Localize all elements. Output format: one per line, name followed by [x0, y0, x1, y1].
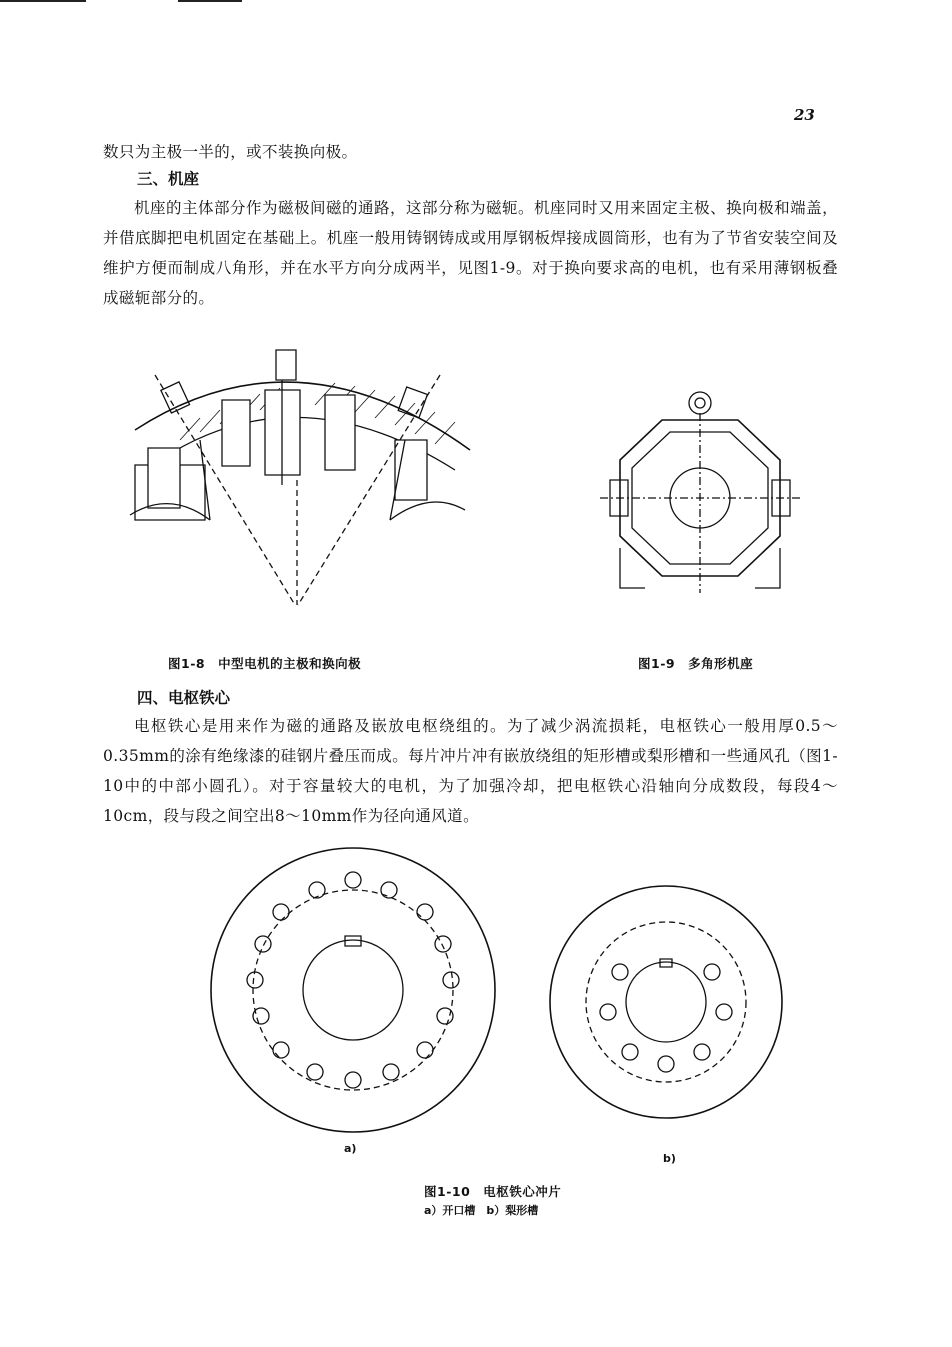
figure-1-9-caption: 图1-9 多角形机座	[638, 656, 754, 671]
page-number: 23	[794, 106, 815, 124]
figure-1-8-caption: 图1-8 中型电机的主极和换向极	[168, 656, 362, 671]
figure-1-10b-label: b)	[663, 1152, 676, 1165]
section-heading-frame: 三、机座	[137, 170, 200, 188]
figure-1-10b-pear-slot-lamination	[548, 884, 788, 1124]
section-heading-armature-core: 四、电枢铁心	[137, 689, 231, 707]
figure-1-10-caption: 图1-10 电枢铁心冲片	[424, 1184, 562, 1199]
figure-1-9-octagonal-frame-drawing	[600, 388, 800, 593]
paragraph-frame: 机座的主体部分作为磁极间磁的通路，这部分称为磁轭。机座同时又用来固定主极、换向极和端盖，并借底脚把电机固定在基础上。机座一般用铸钢铸成或用厚钢板焊接成圆筒形，也有为了节省安装空间及维护方便而制成八角形，并在水平方向分成两半，见图1-9。对于换向要求高的电机，也有采用薄钢板叠成磁轭部分的。	[103, 199, 838, 307]
top-rule-right	[178, 0, 242, 2]
figure-1-10-subcaption: a）开口槽 b）梨形槽	[424, 1204, 539, 1217]
paragraph-armature-core: 电枢铁心是用来作为磁的通路及嵌放电枢绕组的。为了减少涡流损耗，电枢铁心一般用厚0.5～0.35mm的涂有绝缘漆的硅钢片叠压而成。每片冲片冲有嵌放绕组的矩形槽或梨形槽和一些通风孔（图1-10中的中部小圆孔）。对于容量较大的电机，为了加强冷却，把电枢铁心沿轴向分成数段，每段4～10cm，段与段之间空出8～10mm作为径向通风道。	[103, 717, 838, 825]
paragraph-continued: 数只为主极一半的，或不装换向极。	[103, 143, 358, 161]
top-rule-left	[0, 0, 86, 2]
figure-1-10a-open-slot-lamination	[205, 840, 505, 1140]
figure-1-8-pole-drawing	[140, 340, 480, 620]
figure-1-10a-label: a)	[344, 1142, 357, 1155]
